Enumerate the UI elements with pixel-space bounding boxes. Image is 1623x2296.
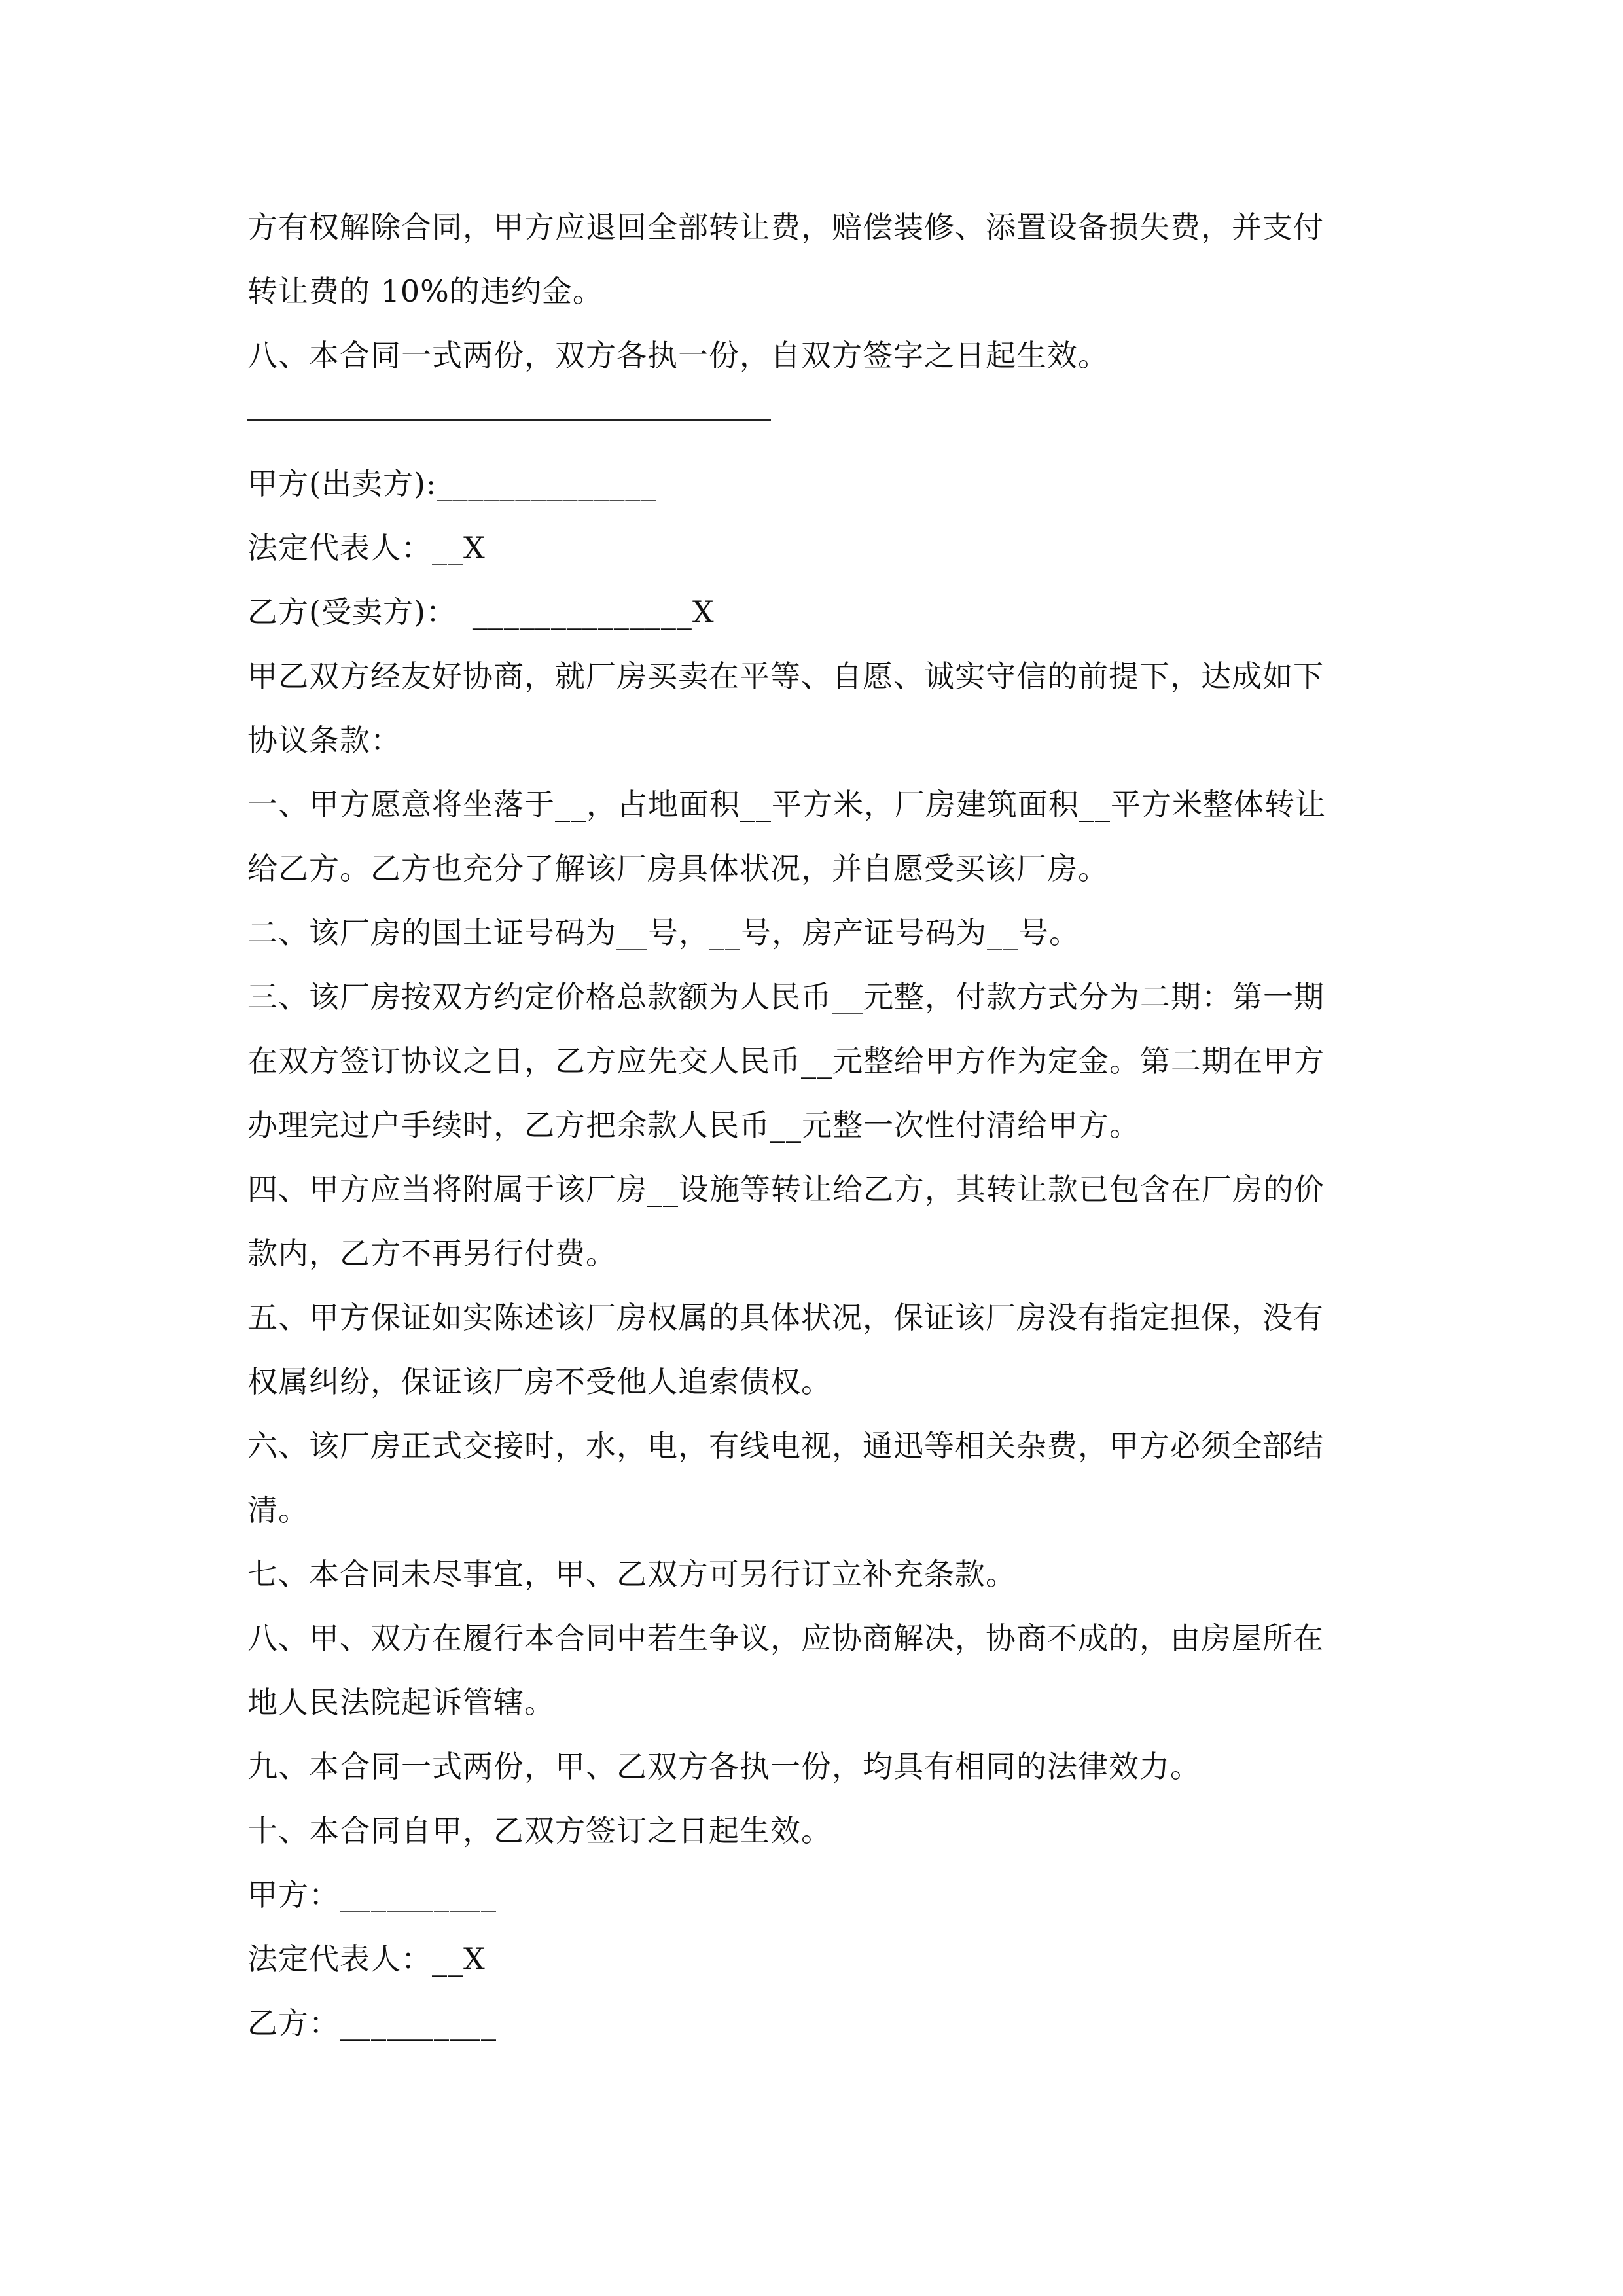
document-line: 转让费的 10%的违约金。 [247,274,603,309]
document-line: 法定代表人：__X [247,530,486,565]
document-line: 清。 [247,1492,309,1528]
document-line: 八、甲、双方在履行本合同中若生争议，应协商解决，协商不成的，由房屋所在 [247,1621,1324,1656]
document-line: 办理完过户手续时，乙方把余款人民币__元整一次性付清给甲方。 [247,1107,1140,1143]
document-line: 甲乙双方经友好协商，就厂房买卖在平等、自愿、诚实守信的前提下，达成如下 [247,658,1324,694]
document-line: 甲方：__________ [247,1877,497,1912]
document-body [247,195,1386,2055]
document-line: 在双方签订协议之日，乙方应先交人民币__元整给甲方作为定金。第二期在甲方 [247,1043,1325,1079]
document-line: 权属纠纷，保证该厂房不受他人追索债权。 [247,1364,832,1399]
document-line: 乙方(受卖方)： ______________X [247,594,715,630]
divider-rule [247,419,771,421]
document-line: 三、该厂房按双方约定价格总款额为人民币__元整，付款方式分为二期：第一期 [247,979,1325,1014]
document-line: 给乙方。乙方也充分了解该厂房具体状况，并自愿受买该厂房。 [247,851,1109,886]
document-line: 款内，乙方不再另行付费。 [247,1236,616,1271]
document-line: 八、本合同一式两份，双方各执一份，自双方签字之日起生效。 [247,338,1109,373]
document-line: 六、该厂房正式交接时，水，电，有线电视，通迅等相关杂费，甲方必须全部结 [247,1428,1324,1463]
document-line: 乙方：__________ [247,2005,497,2041]
contract-body [247,452,1386,2055]
contract-ending-clauses [247,195,1386,387]
document-line: 二、该厂房的国土证号码为__号，__号，房产证号码为__号。 [247,915,1080,950]
document-line: 五、甲方保证如实陈述该厂房权属的具体状况，保证该厂房没有指定担保，没有 [247,1300,1324,1335]
document-line: 地人民法院起诉管辖。 [247,1685,555,1720]
document-line: 七、本合同未尽事宜，甲、乙双方可另行订立补充条款。 [247,1556,1016,1592]
document-line: 甲方(出卖方):______________ [247,466,657,501]
document-line: 方有权解除合同，甲方应退回全部转让费，赔偿装修、添置设备损失费，并支付 [247,209,1324,245]
document-line: 四、甲方应当将附属于该厂房__设施等转让给乙方，其转让款已包含在厂房的价 [247,1172,1325,1207]
document-line: 协议条款： [247,723,401,758]
document-line: 九、本合同一式两份，甲、乙双方各执一份，均具有相同的法律效力。 [247,1749,1201,1784]
section-divider [247,387,1386,452]
document-line: 十、本合同自甲，乙双方签订之日起生效。 [247,1813,832,1848]
document-line: 法定代表人：__X [247,1941,486,1977]
document-line: 一、甲方愿意将坐落于__，占地面积__平方米，厂房建筑面积__平方米整体转让 [247,787,1326,822]
